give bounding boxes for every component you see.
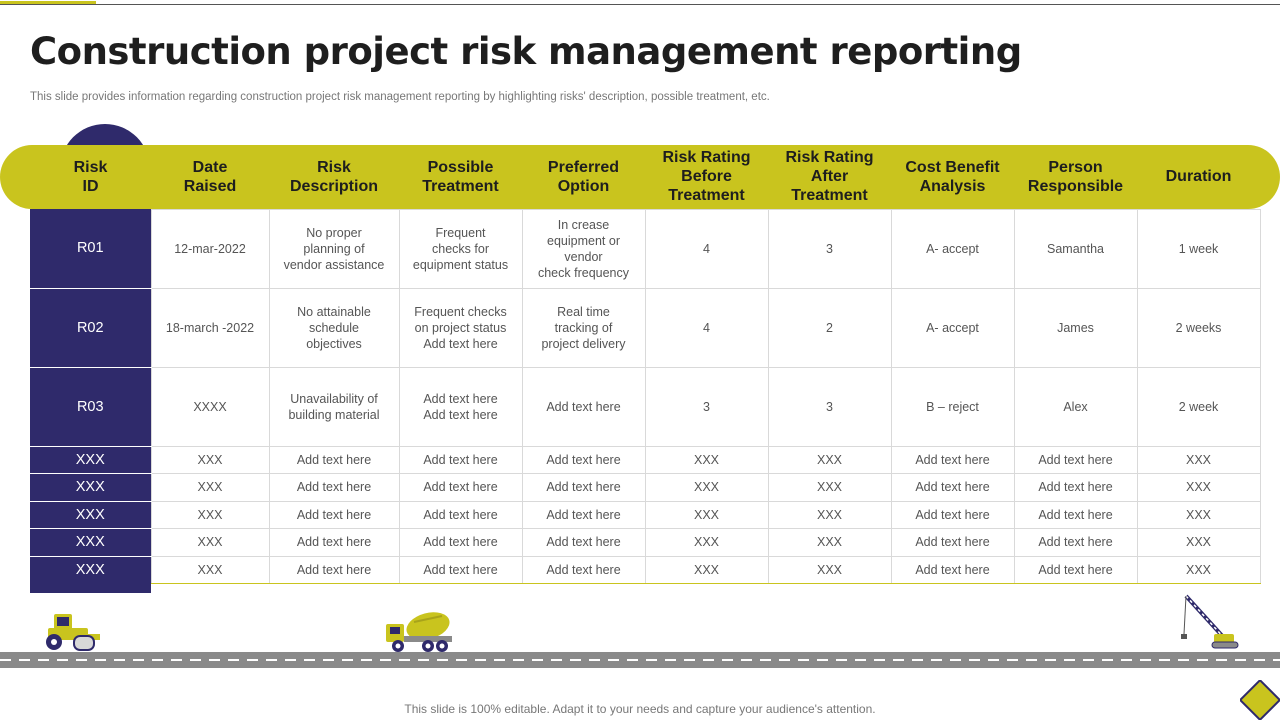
cell-text: James	[1057, 320, 1094, 335]
cell-risk-id	[30, 288, 151, 367]
cell-text: Add text here	[546, 507, 621, 522]
cell-text: equipment status	[412, 257, 509, 272]
cell-risk-description	[269, 556, 399, 584]
header-line: Risk Rating	[785, 149, 874, 167]
cell-text: XXX	[197, 562, 223, 577]
header-duration	[1137, 145, 1260, 209]
cell-text: 1 week	[1178, 241, 1219, 256]
cell-text: Add text here	[1038, 480, 1113, 495]
cell-possible-treatment	[399, 501, 522, 529]
cell-date-raised	[151, 556, 269, 584]
cell-text: A- accept	[926, 241, 979, 256]
cell-text: Real time	[557, 304, 610, 319]
cell-risk-rating-after	[768, 367, 891, 446]
cell-cost-benefit-analysis	[891, 529, 1014, 557]
cell-risk-rating-after	[768, 501, 891, 529]
cell-risk-rating-before	[645, 501, 768, 529]
cell-preferred-option	[522, 446, 645, 474]
cell-text: Add text here	[1038, 452, 1113, 467]
cell-text: vendor assistance	[283, 257, 385, 272]
cell-text: Add text here	[546, 562, 621, 577]
cell-risk-description	[269, 288, 399, 367]
cell-cost-benefit-analysis	[891, 367, 1014, 446]
cell-text: XXX	[816, 562, 842, 577]
cell-risk-description	[269, 529, 399, 557]
cell-text: schedule	[308, 320, 360, 335]
risk-table	[30, 145, 1261, 584]
cell-text: XXX	[75, 479, 105, 496]
cell-text: Add text here	[546, 535, 621, 550]
cell-risk-id	[30, 501, 151, 529]
cell-text: Add text here	[915, 562, 990, 577]
header-line: Risk	[73, 159, 108, 176]
cell-text: Add text here	[423, 407, 498, 422]
cell-text: B – reject	[926, 399, 979, 414]
cell-text: check frequency	[537, 265, 630, 280]
cell-text: Alex	[1063, 399, 1088, 414]
table-row	[30, 529, 1260, 557]
cell-cost-benefit-analysis	[891, 288, 1014, 367]
cell-risk-rating-after	[768, 288, 891, 367]
cell-risk-description	[269, 367, 399, 446]
header-line: Preferred	[547, 158, 620, 176]
cell-person-responsible	[1014, 367, 1137, 446]
header-line: Treatment	[668, 187, 745, 205]
cell-text: Add text here	[296, 507, 372, 522]
cell-text: 3	[826, 399, 833, 414]
table-row	[30, 209, 1260, 288]
cell-text: 12-mar-2022	[174, 241, 246, 256]
cell-text: building material	[288, 407, 380, 422]
cell-possible-treatment	[399, 446, 522, 474]
table-row	[30, 288, 1260, 367]
cell-text: XXX	[693, 562, 719, 577]
cell-text: vendor	[564, 249, 603, 264]
cell-text: Add text here	[915, 507, 990, 522]
cell-risk-rating-before	[645, 209, 768, 288]
cell-risk-rating-after	[768, 446, 891, 474]
cell-preferred-option	[522, 501, 645, 529]
footer-note: This slide is 100% editable. Adapt it to your needs and capture your audience's attention.	[404, 702, 876, 716]
cell-text: 2	[826, 320, 833, 335]
header-line: Cost Benefit	[905, 158, 1000, 176]
page-subtitle: This slide provides information regarding construction project risk management reporting by highlighting risks' description, possible treatment, etc.	[30, 91, 770, 103]
cell-text: Add text here	[296, 452, 372, 467]
cell-text: XXX	[1185, 452, 1211, 467]
header-line: Possible	[427, 158, 494, 176]
cell-text: planning of	[303, 241, 365, 256]
header-person-responsible	[1014, 145, 1137, 209]
cell-text: 2 week	[1178, 399, 1219, 414]
cell-text: Frequent checks	[414, 304, 507, 319]
cell-duration	[1137, 209, 1260, 288]
cell-text: checks for	[432, 241, 489, 256]
header-line: ID	[82, 178, 99, 195]
cell-cost-benefit-analysis	[891, 474, 1014, 502]
cell-text: 4	[703, 320, 710, 335]
cell-text: Unavailability of	[290, 391, 378, 406]
cell-preferred-option	[522, 556, 645, 584]
cell-text: XXX	[197, 535, 223, 550]
cell-text: Frequent	[435, 225, 486, 240]
header-line: Before	[681, 168, 732, 186]
cell-date-raised	[151, 501, 269, 529]
cell-date-raised	[151, 209, 269, 288]
cell-possible-treatment	[399, 367, 522, 446]
cell-possible-treatment	[399, 474, 522, 502]
header-line: Risk Rating	[662, 149, 751, 167]
cell-text: Add text here	[915, 452, 990, 467]
cell-possible-treatment	[399, 209, 522, 288]
cell-preferred-option	[522, 209, 645, 288]
header-line: Option	[557, 177, 610, 195]
cell-text: objectives	[306, 336, 362, 351]
cell-text: XXX	[197, 480, 223, 495]
header-line: Person	[1048, 158, 1103, 176]
cell-possible-treatment	[399, 556, 522, 584]
header-risk-rating-before	[645, 145, 768, 209]
cement-mixer-truck-icon	[384, 608, 456, 654]
cell-text: Add text here	[296, 480, 372, 495]
cell-person-responsible	[1014, 556, 1137, 584]
header-line: Risk	[317, 158, 351, 176]
cell-text: Add text here	[423, 480, 498, 495]
cell-text: XXX	[693, 507, 719, 522]
cell-duration	[1137, 529, 1260, 557]
cell-text: Add text here	[423, 336, 498, 351]
cell-text: No proper	[306, 225, 362, 240]
cell-text: XXX	[693, 535, 719, 550]
cell-risk-id	[30, 529, 151, 557]
header-preferred-option	[522, 145, 645, 209]
cell-text: 3	[703, 399, 710, 414]
cell-cost-benefit-analysis	[891, 209, 1014, 288]
cell-text: Add text here	[915, 480, 990, 495]
header-line: Treatment	[791, 187, 868, 205]
cell-text: Add text here	[1038, 535, 1113, 550]
header-line: Analysis	[919, 177, 986, 195]
header-date-raised	[151, 145, 269, 209]
cell-text: R02	[76, 319, 104, 336]
cell-text: Add text here	[546, 480, 621, 495]
cell-duration	[1137, 367, 1260, 446]
cell-risk-description	[269, 446, 399, 474]
cell-text: XXX	[75, 451, 105, 468]
cell-risk-rating-before	[645, 288, 768, 367]
header-cost-benefit-analysis	[891, 145, 1014, 209]
cell-risk-rating-before	[645, 529, 768, 557]
cell-cost-benefit-analysis	[891, 501, 1014, 529]
header-line: Duration	[1165, 168, 1232, 186]
road-lane-marking	[0, 659, 1280, 661]
road-roller-icon	[40, 612, 102, 652]
cell-risk-rating-after	[768, 529, 891, 557]
diamond-road-sign-icon	[1240, 680, 1280, 720]
cell-text: Add text here	[423, 507, 498, 522]
cell-person-responsible	[1014, 529, 1137, 557]
cell-text: A- accept	[926, 320, 979, 335]
header-risk-description	[269, 145, 399, 209]
crane-icon	[1178, 594, 1244, 652]
cell-date-raised	[151, 446, 269, 474]
cell-text: XXX	[816, 507, 842, 522]
cell-text: Add text here	[546, 452, 621, 467]
cell-text: XXX	[693, 452, 719, 467]
cell-text: XXX	[1185, 480, 1211, 495]
cell-duration	[1137, 501, 1260, 529]
cell-risk-rating-before	[645, 556, 768, 584]
cell-date-raised	[151, 474, 269, 502]
cell-text: Add text here	[546, 399, 621, 414]
cell-risk-description	[269, 501, 399, 529]
header-line: Date	[192, 158, 228, 176]
cell-text: 2 weeks	[1175, 320, 1222, 335]
table-row	[30, 501, 1260, 529]
cell-text: Add text here	[423, 452, 498, 467]
cell-risk-id	[30, 474, 151, 502]
cell-text: XXX	[1185, 562, 1211, 577]
table-row	[30, 474, 1260, 502]
table-body	[30, 209, 1260, 584]
cell-text: Add text here	[296, 562, 372, 577]
cell-text: on project status	[414, 320, 507, 335]
cell-text: 3	[826, 241, 833, 256]
cell-text: No attainable	[297, 304, 371, 319]
cell-risk-rating-before	[645, 446, 768, 474]
cell-date-raised	[151, 529, 269, 557]
cell-possible-treatment	[399, 288, 522, 367]
cell-text: XXX	[1185, 535, 1211, 550]
cell-text: XXX	[75, 562, 105, 578]
cell-text: R01	[76, 240, 104, 257]
header-line: Raised	[183, 177, 237, 195]
cell-text: equipment or	[547, 233, 620, 248]
cell-duration	[1137, 446, 1260, 474]
cell-person-responsible	[1014, 501, 1137, 529]
table-row	[30, 367, 1260, 446]
cell-text: 4	[703, 241, 710, 256]
cell-text: Add text here	[915, 535, 990, 550]
cell-date-raised	[151, 288, 269, 367]
header-line: Treatment	[422, 177, 499, 195]
cell-risk-id	[30, 556, 151, 584]
header-possible-treatment	[399, 145, 522, 209]
cell-risk-description	[269, 209, 399, 288]
cell-risk-rating-before	[645, 474, 768, 502]
cell-preferred-option	[522, 474, 645, 502]
cell-person-responsible	[1014, 288, 1137, 367]
cell-duration	[1137, 556, 1260, 584]
cell-text: Add text here	[423, 535, 498, 550]
cell-text: XXX	[693, 480, 719, 495]
cell-text: XXX	[197, 452, 223, 467]
cell-text: tracking of	[554, 320, 613, 335]
cell-risk-rating-before	[645, 367, 768, 446]
cell-text: XXXX	[193, 399, 227, 414]
cell-text: R03	[76, 398, 104, 415]
table-row	[30, 556, 1260, 584]
cell-text: XXX	[197, 507, 223, 522]
cell-preferred-option	[522, 529, 645, 557]
cell-person-responsible	[1014, 209, 1137, 288]
cell-cost-benefit-analysis	[891, 446, 1014, 474]
cell-duration	[1137, 288, 1260, 367]
page-title: Construction project risk management reporting	[30, 30, 1022, 73]
header-line: Description	[289, 177, 378, 195]
cell-text: Samantha	[1047, 241, 1104, 256]
cell-possible-treatment	[399, 529, 522, 557]
cell-text: XXX	[75, 534, 105, 551]
cell-text: Add text here	[1038, 507, 1113, 522]
header-risk-id	[30, 145, 151, 209]
cell-cost-benefit-analysis	[891, 556, 1014, 584]
cell-date-raised	[151, 367, 269, 446]
cell-risk-rating-after	[768, 556, 891, 584]
cell-text: In crease	[557, 217, 610, 232]
cell-person-responsible	[1014, 474, 1137, 502]
cell-risk-id	[30, 446, 151, 474]
cell-text: project delivery	[541, 336, 626, 351]
cell-text: XXX	[816, 535, 842, 550]
header-line: After	[810, 168, 849, 186]
cell-risk-id	[30, 209, 151, 288]
cell-text: 18-march -2022	[165, 320, 255, 335]
cell-text: Add text here	[423, 562, 498, 577]
cell-duration	[1137, 474, 1260, 502]
cell-preferred-option	[522, 367, 645, 446]
cell-text: Add text here	[423, 391, 498, 406]
cell-risk-rating-after	[768, 474, 891, 502]
header-risk-rating-after	[768, 145, 891, 209]
header-line: Responsible	[1027, 177, 1124, 195]
cell-risk-id	[30, 367, 151, 446]
cell-risk-rating-after	[768, 209, 891, 288]
cell-text: XXX	[75, 506, 105, 523]
cell-text: XXX	[1185, 507, 1211, 522]
cell-text: Add text here	[1038, 562, 1113, 577]
table-header-row	[30, 145, 1260, 209]
table-row	[30, 446, 1260, 474]
top-divider	[0, 4, 1280, 5]
cell-text: XXX	[816, 480, 842, 495]
cell-risk-description	[269, 474, 399, 502]
cell-text: XXX	[816, 452, 842, 467]
cell-text: Add text here	[296, 535, 372, 550]
cell-person-responsible	[1014, 446, 1137, 474]
cell-preferred-option	[522, 288, 645, 367]
